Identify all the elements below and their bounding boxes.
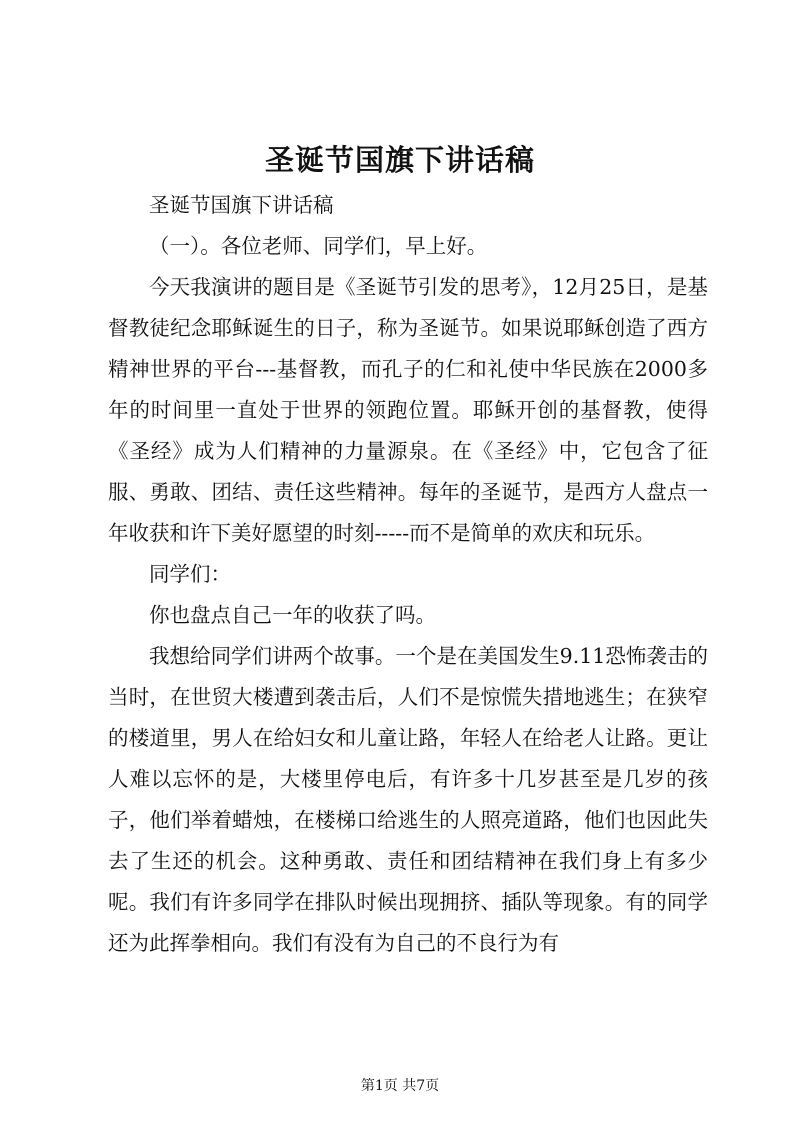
document-body [108, 185, 708, 964]
paragraph-subtitle: 圣诞节国旗下讲话稿 [149, 193, 334, 217]
document-title: 圣诞节国旗下讲话稿 [264, 143, 535, 177]
paragraph-greeting: （一）。各位老师、同学们，早上好。 [149, 234, 488, 258]
paragraph-question: 你也盘点自己一年的收获了吗。 [149, 603, 436, 627]
paragraph-intro: 今天我演讲的题目是《圣诞节引发的思考》，12月25日，是基督教徒纪念耶稣诞生的日子，称为圣诞节。如果说耶稣创造了西方精神世界的平台---基督教，而孔子的仁和礼使中华民族在2000多年的时间里一直处于世界的领跑位置。耶稣开创的基督教，使得《圣经》成为人们精神的力量源泉。在《圣经》中，它包含了征服、勇敢、团结、责任这些精神。每年的圣诞节，是西方人盘点一年收获和许下美好愿望的时刻-----而不是简单的欢庆和玩乐。 [108, 275, 708, 545]
page-footer: 第1页 共7页 [360, 1078, 440, 1094]
paragraph-address: 同学们： [149, 562, 231, 586]
paragraph-story: 我想给同学们讲两个故事。一个是在美国发生9.11恐怖袭击的当时，在世贸大楼遭到袭击后，人们不是惊慌失措地逃生；在狭窄的楼道里，男人在给妇女和儿童让路，年轻人在给老人让路。更让人难以忘怀的是，大楼里停电后，有许多十几岁甚至是几岁的孩子，他们举着蜡烛，在楼梯口给逃生的人照亮道路，他们也因此失去了生还的机会。这种勇敢、责任和团结精神在我们身上有多少呢。我们有许多同学在排队时候出现拥挤、插队等现象。有的同学还为此挥拳相向。我们有没有为自己的不良行为有 [108, 644, 708, 955]
